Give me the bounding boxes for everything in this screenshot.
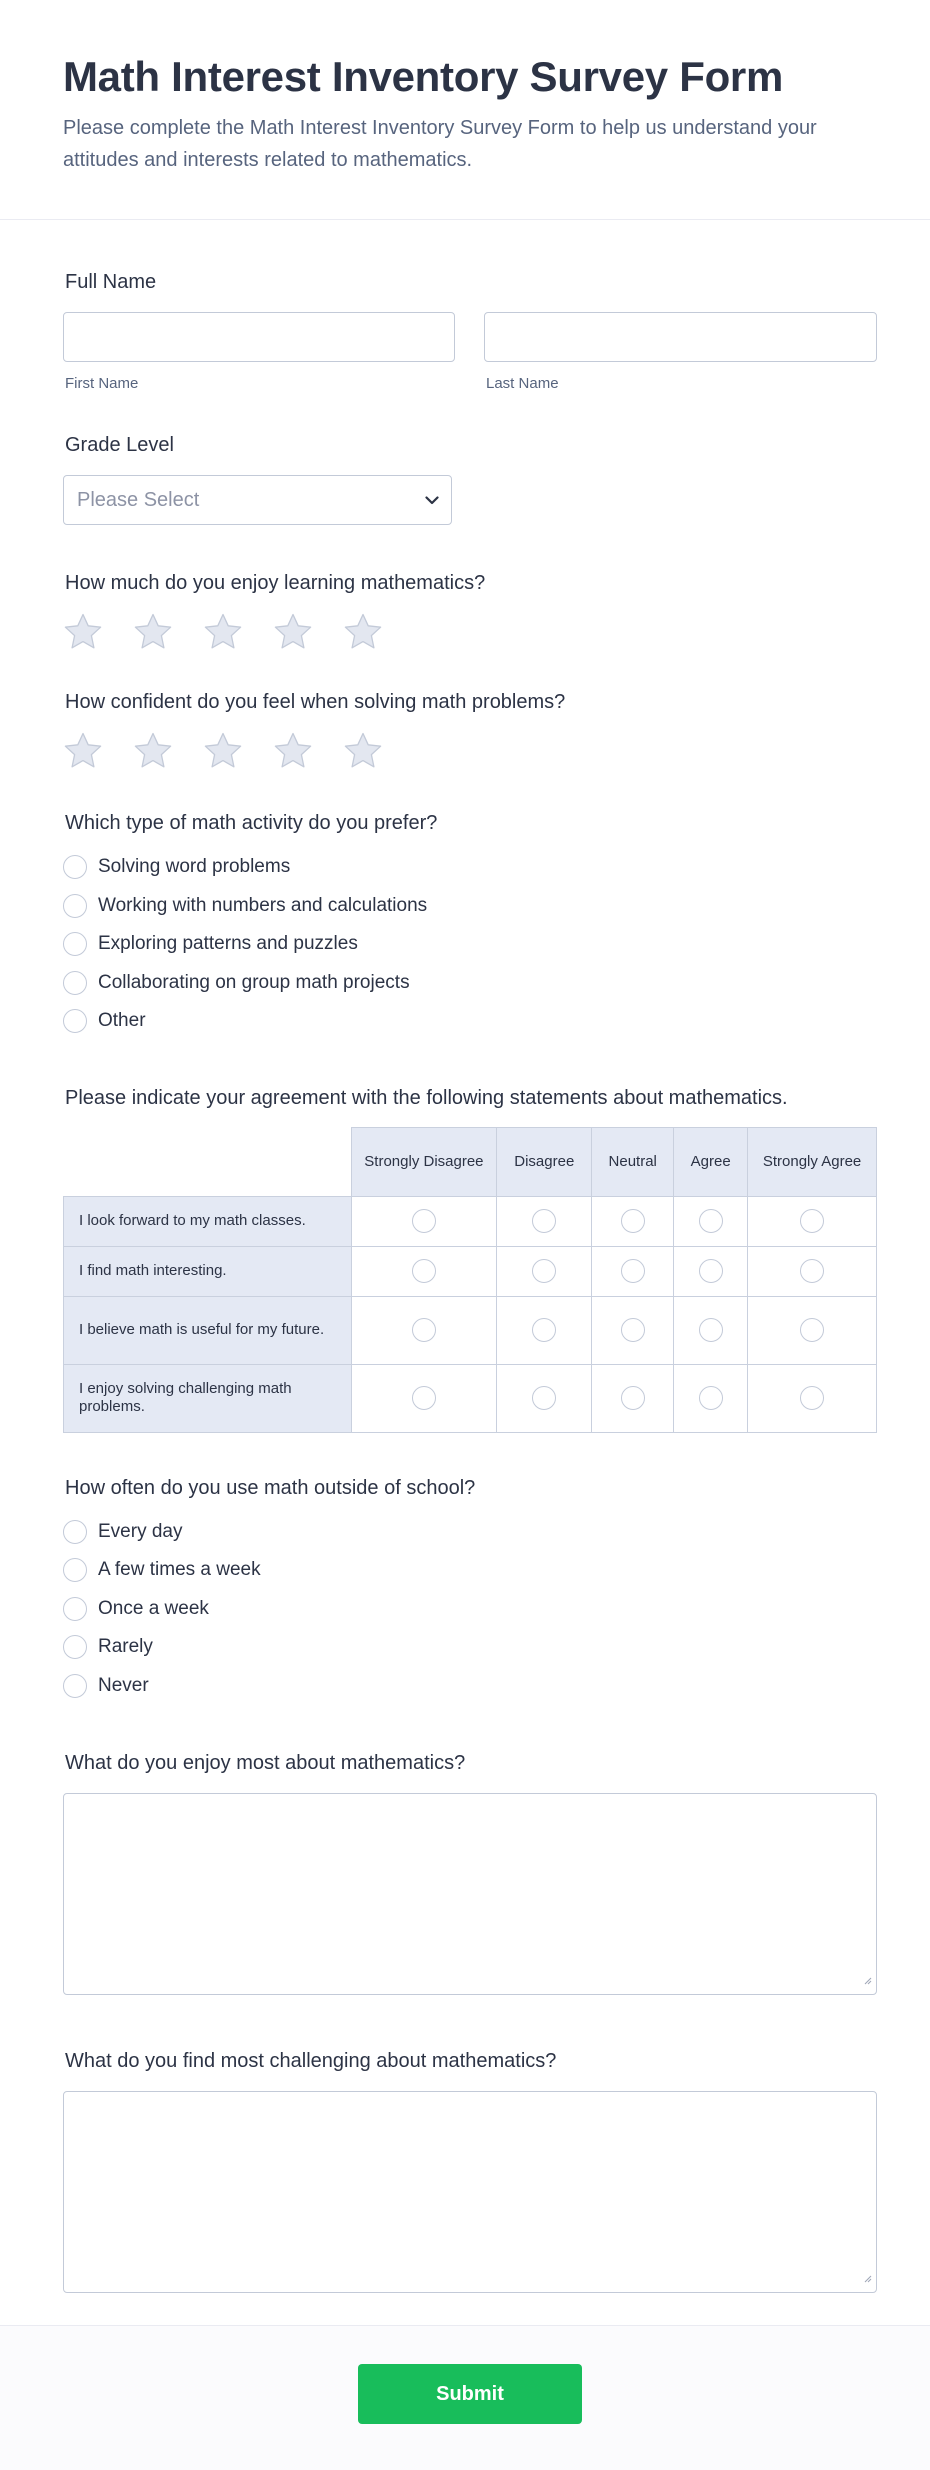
frequency-options — [63, 1513, 867, 1706]
radio-button[interactable] — [800, 1386, 824, 1410]
full-name-field — [63, 270, 867, 392]
frequency-field — [63, 1476, 867, 1706]
matrix-cell — [674, 1196, 748, 1246]
matrix-row-label: I enjoy solving challenging math problems. — [64, 1364, 352, 1432]
matrix-cell — [497, 1246, 592, 1296]
activity-option-label: Collaborating on group math projects — [98, 971, 410, 993]
radio-button[interactable] — [800, 1259, 824, 1283]
last-name-sublabel: Last Name — [486, 375, 559, 392]
enjoy-most-field — [63, 1751, 867, 1995]
matrix-row — [64, 1364, 877, 1432]
frequency-option[interactable] — [63, 1513, 867, 1552]
radio-button[interactable] — [800, 1209, 824, 1233]
radio-button[interactable] — [412, 1318, 436, 1342]
matrix-column-header: Strongly Agree — [748, 1127, 877, 1196]
matrix-cell — [674, 1246, 748, 1296]
challenging-label: What do you find most challenging about mathematics? — [65, 2050, 557, 2072]
matrix-column-header: Agree — [674, 1127, 748, 1196]
enjoy-most-label: What do you enjoy most about mathematics? — [65, 1752, 466, 1774]
resize-grip-icon[interactable] — [862, 1972, 872, 1990]
matrix-corner — [64, 1127, 352, 1196]
confidence-rating-label: How confident do you feel when solving math problems? — [65, 691, 566, 713]
radio-button[interactable] — [63, 855, 87, 879]
first-name-sublabel: First Name — [65, 375, 139, 392]
star-icon[interactable] — [133, 731, 173, 771]
matrix-column-header: Strongly Disagree — [351, 1127, 497, 1196]
form-body — [0, 270, 930, 2293]
activity-option-label: Solving word problems — [98, 856, 291, 878]
chevron-down-icon — [425, 496, 439, 505]
matrix-cell — [497, 1196, 592, 1246]
star-icon[interactable] — [203, 612, 243, 652]
radio-button[interactable] — [63, 1635, 87, 1659]
challenging-field — [63, 2049, 867, 2293]
form-title: Math Interest Inventory Survey Form — [63, 53, 784, 100]
enjoy-rating-label: How much do you enjoy learning mathematics? — [65, 572, 486, 594]
matrix-cell — [674, 1364, 748, 1432]
form-subtitle: Please complete the Math Interest Inventory Survey Form to help us understand your attitudes and interests related to mathematics. — [63, 117, 817, 171]
radio-button[interactable] — [699, 1259, 723, 1283]
matrix-cell — [351, 1246, 497, 1296]
matrix-cell — [351, 1196, 497, 1246]
frequency-option[interactable] — [63, 1590, 867, 1629]
agreement-matrix — [63, 1127, 877, 1433]
matrix-column-header: Disagree — [497, 1127, 592, 1196]
star-icon[interactable] — [203, 731, 243, 771]
grade-level-field — [63, 433, 867, 525]
frequency-option-label: Rarely — [98, 1636, 153, 1658]
form-footer — [0, 2325, 930, 2470]
frequency-label: How often do you use math outside of school? — [65, 1476, 476, 1499]
matrix-cell — [748, 1246, 877, 1296]
matrix-header-row — [64, 1127, 877, 1196]
radio-button[interactable] — [412, 1259, 436, 1283]
activity-option[interactable] — [63, 925, 867, 964]
radio-button[interactable] — [63, 971, 87, 995]
radio-button[interactable] — [699, 1318, 723, 1342]
frequency-option-label: Once a week — [98, 1597, 209, 1619]
radio-button[interactable] — [532, 1318, 556, 1342]
last-name-input[interactable] — [484, 312, 877, 362]
matrix-row — [64, 1196, 877, 1246]
matrix-row-label: I find math interesting. — [64, 1246, 352, 1296]
matrix-cell — [748, 1196, 877, 1246]
confidence-rating-field — [63, 690, 867, 771]
activity-option-label: Other — [98, 1010, 146, 1032]
radio-button[interactable] — [412, 1386, 436, 1410]
activity-options — [63, 848, 867, 1041]
matrix-cell — [592, 1196, 674, 1246]
radio-button[interactable] — [532, 1386, 556, 1410]
radio-button[interactable] — [621, 1209, 645, 1233]
frequency-option[interactable] — [63, 1551, 867, 1590]
activity-option[interactable] — [63, 848, 867, 887]
agreement-matrix-label: Please indicate your agreement with the following statements about mathematics. — [65, 1086, 788, 1109]
agreement-matrix-field — [63, 1086, 867, 1433]
last-name-group — [484, 312, 877, 392]
name-row — [63, 312, 867, 392]
form-header — [0, 0, 930, 220]
radio-button[interactable] — [63, 1597, 87, 1621]
submit-button[interactable]: Submit — [358, 2364, 582, 2424]
enjoy-star-rating — [63, 612, 867, 652]
frequency-option-label: Every day — [98, 1520, 183, 1542]
radio-button[interactable] — [532, 1259, 556, 1283]
radio-button[interactable] — [63, 1009, 87, 1033]
first-name-input[interactable] — [63, 312, 455, 362]
matrix-cell — [674, 1296, 748, 1364]
frequency-option-label: Never — [98, 1674, 149, 1696]
resize-grip-icon[interactable] — [862, 2270, 872, 2288]
first-name-group — [63, 312, 455, 392]
radio-button[interactable] — [63, 932, 87, 956]
radio-button[interactable] — [699, 1209, 723, 1233]
star-icon[interactable] — [343, 612, 383, 652]
radio-button[interactable] — [63, 1520, 87, 1544]
radio-button[interactable] — [532, 1209, 556, 1233]
radio-button[interactable] — [621, 1318, 645, 1342]
matrix-cell — [592, 1246, 674, 1296]
challenging-textarea[interactable] — [63, 2091, 877, 2293]
frequency-option[interactable] — [63, 1628, 867, 1667]
grade-level-placeholder: Please Select — [77, 488, 200, 511]
matrix-cell — [592, 1364, 674, 1432]
frequency-option-label: A few times a week — [98, 1559, 261, 1581]
matrix-cell — [748, 1296, 877, 1364]
matrix-cell — [351, 1296, 497, 1364]
star-icon[interactable] — [273, 612, 313, 652]
activity-field — [63, 811, 867, 1041]
activity-option-label: Working with numbers and calculations — [98, 894, 428, 916]
matrix-cell — [592, 1296, 674, 1364]
matrix-row-label: I look forward to my math classes. — [64, 1196, 352, 1246]
radio-button[interactable] — [63, 894, 87, 918]
activity-label: Which type of math activity do you prefer? — [65, 812, 438, 834]
matrix-cell — [497, 1364, 592, 1432]
star-icon[interactable] — [273, 731, 313, 771]
radio-button[interactable] — [621, 1259, 645, 1283]
radio-button[interactable] — [412, 1209, 436, 1233]
activity-option[interactable] — [63, 964, 867, 1003]
matrix-row — [64, 1296, 877, 1364]
star-icon[interactable] — [63, 731, 103, 771]
matrix-row — [64, 1246, 877, 1296]
matrix-cell — [351, 1364, 497, 1432]
star-icon[interactable] — [63, 612, 103, 652]
grade-level-label: Grade Level — [65, 434, 174, 456]
radio-button[interactable] — [699, 1386, 723, 1410]
enjoy-most-textarea[interactable] — [63, 1793, 877, 1995]
enjoy-rating-field — [63, 571, 867, 652]
radio-button[interactable] — [63, 1558, 87, 1582]
radio-button[interactable] — [621, 1386, 645, 1410]
matrix-cell — [748, 1364, 877, 1432]
full-name-label: Full Name — [65, 271, 157, 293]
activity-option[interactable] — [63, 1002, 867, 1041]
activity-option-label: Exploring patterns and puzzles — [98, 933, 358, 955]
matrix-row-label: I believe math is useful for my future. — [64, 1296, 352, 1364]
radio-button[interactable] — [800, 1318, 824, 1342]
grade-level-select[interactable] — [63, 475, 452, 525]
radio-button[interactable] — [63, 1674, 87, 1698]
frequency-option[interactable] — [63, 1667, 867, 1706]
activity-option[interactable] — [63, 887, 867, 926]
star-icon[interactable] — [133, 612, 173, 652]
confidence-star-rating — [63, 731, 867, 771]
matrix-column-header: Neutral — [592, 1127, 674, 1196]
star-icon[interactable] — [343, 731, 383, 771]
matrix-cell — [497, 1296, 592, 1364]
